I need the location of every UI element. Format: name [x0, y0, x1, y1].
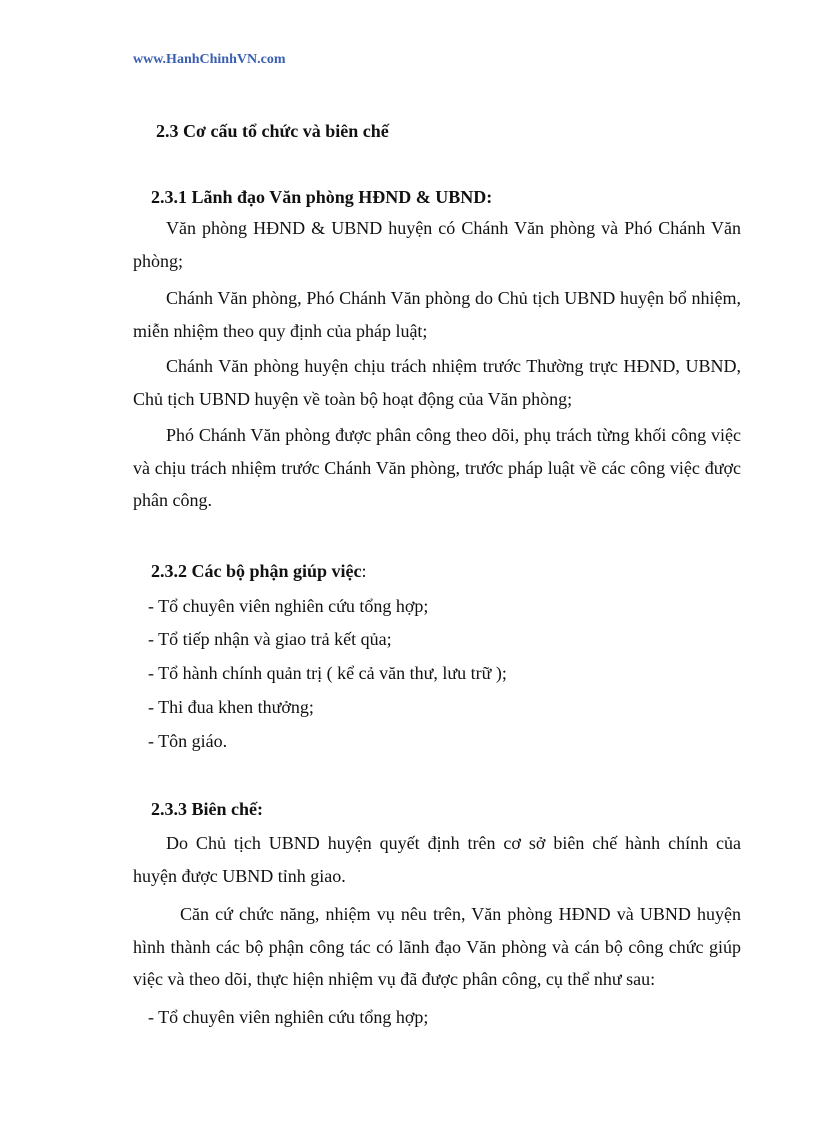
section-heading-2-3-2-text: 2.3.2 Các bộ phận giúp việc [151, 561, 362, 581]
list-item: - Tôn giáo. [148, 731, 228, 751]
section-heading-2-3-3: 2.3.3 Biên chế: [151, 799, 263, 819]
list-item: - Tổ chuyên viên nghiên cứu tổng hợp; [148, 1007, 429, 1027]
section-heading-2-3: 2.3 Cơ cấu tổ chức và biên chế [156, 121, 389, 141]
section-heading-2-3-1: 2.3.1 Lãnh đạo Văn phòng HĐND & UBND: [151, 187, 493, 207]
list-item: - Tổ chuyên viên nghiên cứu tổng hợp; [148, 596, 429, 616]
list-item: - Thi đua khen thưởng; [148, 697, 314, 717]
paragraph: Căn cứ chức năng, nhiệm vụ nêu trên, Văn phòng HĐND và UBND huyện hình thành các bộ phận công tác có lãnh đạo Văn phòng và cán bộ công chức giúp việc và theo dõi, thực hiện nhiệm vụ đã được phân công, cụ thể như sau: [133, 904, 741, 990]
list-item: - Tổ tiếp nhận và giao trả kết qủa; [148, 629, 392, 649]
paragraph: Phó Chánh Văn phòng được phân công theo dõi, phụ trách từng khối công việc và chịu trách nhiệm trước Chánh Văn phòng, trước pháp luật về các công việc được phân công. [133, 425, 741, 511]
paragraph: Chánh Văn phòng huyện chịu trách nhiệm trước Thường trực HĐND, UBND, Chủ tịch UBND huyện về toàn bộ hoạt động của Văn phòng; [133, 356, 741, 409]
paragraph: Chánh Văn phòng, Phó Chánh Văn phòng do Chủ tịch UBND huyện bổ nhiệm, miễn nhiệm theo quy định của pháp luật; [133, 288, 741, 341]
list-item: - Tổ hành chính quản trị ( kể cả văn thư, lưu trữ ); [148, 663, 507, 683]
section-heading-2-3-2 [151, 555, 367, 588]
section-heading-2-3-2-colon: : [361, 561, 367, 581]
website-header: www.HanhChinhVN.com [133, 52, 286, 67]
paragraph: Văn phòng HĐND & UBND huyện có Chánh Văn phòng và Phó Chánh Văn phòng; [133, 218, 741, 271]
paragraph: Do Chủ tịch UBND huyện quyết định trên cơ sở biên chế hành chính của huyện được UBND tỉnh giao. [133, 833, 741, 886]
